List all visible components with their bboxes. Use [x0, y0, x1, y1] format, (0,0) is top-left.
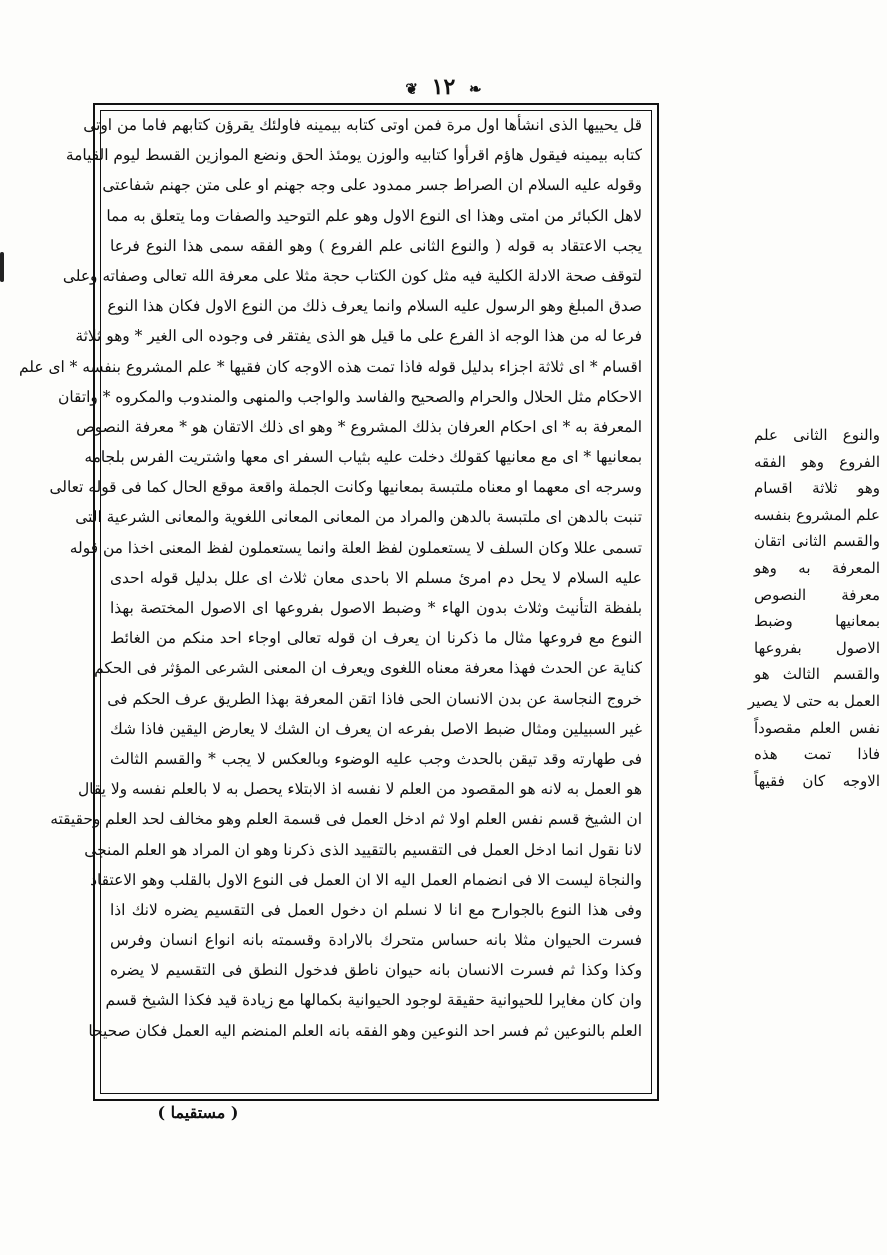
- margin-note-line: وهو ثلاثة اقسام: [754, 479, 880, 498]
- margin-note-line: والقسم الثالث هو: [754, 665, 880, 684]
- text-line: خروج النجاسة عن بدن الانسان الحى فاذا اتقن المعرفة بهذا الطريق عرف الحكم فى: [107, 689, 642, 708]
- ornament-icon: ❧: [468, 80, 482, 98]
- text-line: لانا نقول انما ادخل العمل فى التقسيم بالتقييد الذى ذكرنا وهو ان المراد هو العلم المنجى: [84, 840, 642, 859]
- margin-note-line: الاوجه كان فقيهاً: [754, 771, 880, 790]
- margin-note-line: والقسم الثانى اتقان: [754, 532, 880, 551]
- text-line: قل يحييها الذى انشأها اول مرة فمن اوتى كتابه بيمينه فاولئك يقرؤن كتابهم فاما من اوتى: [83, 116, 642, 134]
- text-line: اقسام * اى ثلاثة اجزاء بدليل قوله فاذا تمت هذه الاوجه كان فقيها * علم المشروع بنفسه * اى علم: [19, 357, 642, 376]
- margin-note-line: معرفة النصوص: [754, 585, 880, 604]
- text-line: كتابه بيمينه فيقول هاؤم اقرأوا كتابيه والوزن يومئذ الحق ونضع الموازين القسط ليوم القيامة: [65, 146, 642, 165]
- text-line: وفى هذا النوع بالجوارح مع انا لا نسلم ان دخول العمل فى التقسيم يضره لانك اذا: [110, 900, 642, 919]
- text-line: والنجاة ليست الا فى انضمام العمل اليه الا ان العمل فى النوع الاول بالقلب وهو الاعتقاد: [90, 870, 642, 889]
- page-number: ١٢: [431, 74, 456, 100]
- margin-note-line: فاذا تمت هذه: [754, 745, 880, 764]
- main-text-block: [19, 110, 642, 1094]
- text-line: بلفظة التأنيث وثلاث بدون الهاء * وضبط الاصول بفروعها اى الاصول المختصة بهذا: [110, 599, 642, 617]
- text-line: يجب الاعتقاد به قوله ( والنوع الثانى علم الفروع ) وهو الفقه سمى هذا النوع فرعا: [110, 236, 642, 255]
- ornament-icon: ❦: [405, 80, 418, 98]
- margin-note-line: علم المشروع بنفسه: [753, 505, 880, 524]
- text-line: هو العمل به لانه هو المقصود من العلم لا نفسه اذ الابتلاء يحصل به لا بالعلم نفسه ولا يقال: [78, 780, 642, 799]
- text-line: النوع مع فروعها مثال ما ذكرنا ان يعرف ان قوله تعالى اوجاء احد منكم من الغائط: [110, 629, 642, 648]
- text-line: تنبت بالدهن اى ملتبسة بالدهن والمراد من المعانى المعانى اللغوية والمعانى الشرعية التى: [75, 508, 642, 527]
- text-line: وقوله عليه السلام ان الصراط جسر ممدود على وجه جهنم او على متن جهنم شفاعتى: [102, 176, 642, 195]
- text-line: تسمى عللا وكان السلف لا يستعملون لفظ العلة وانما يستعملون لفظ المعنى اخذا من قوله: [69, 538, 642, 557]
- text-line: عليه السلام لا يحل دم امرئ مسلم الا باحدى معان ثلاث اى علل بدليل قوله احدى: [110, 568, 642, 587]
- text-line: وسرجه اى معهما او معناه ملتبسة بمعانيها وكانت الجملة واقعة موقع الحال كما فى قوله تعالى: [49, 478, 642, 497]
- text-line: وان كان مغايرا للحيوانية حقيقة لوجود الحيوانية بكمالها مع زيادة قيد فكذا الشيخ قسم: [105, 991, 642, 1010]
- margin-note-line: نفس العلم مقصوداً: [754, 718, 880, 737]
- text-line: الاحكام مثل الحلال والحرام والصحيح والفاسد والواجب والمنهى والمندوب والمكروه * واتقان: [58, 387, 642, 406]
- binding-edge-mark: [0, 252, 4, 282]
- margin-note-line: الفروع وهو الفقه: [754, 452, 880, 471]
- margin-note-line: بمعانيها وضبط: [754, 612, 880, 631]
- text-line: وكذا وكذا ثم فسرت الانسان بانه حيوان ناطق فدخول النطق فى التقسيم لا يضره: [110, 961, 642, 980]
- margin-note-line: الاصول بفروعها: [754, 638, 880, 657]
- text-line: لتوقف صحة الادلة الكلية فيه مثل كون الكتاب حجة مثلا على معرفة الله تعالى وصفاته وعلى: [62, 266, 642, 285]
- text-line: كناية عن الحدث فهذا معرفة معناه اللغوى ويعرف ان المعنى الشرعى المؤثر فى الحكم: [94, 659, 642, 678]
- page-number-header: [0, 74, 887, 100]
- text-line: ان الشيخ قسم نفس العلم اولا ثم ادخل العمل فى قسمة العلم وهو مخالف لحد العلم وحقيقته: [50, 810, 642, 829]
- text-line: غير السبيلين ومثال ضبط الاصل بفرعه ان يعرف ان الشك لا يعارض اليقين فاذا شك: [110, 719, 642, 738]
- catchword: ( مستقيما ): [157, 1103, 239, 1122]
- text-line: بمعانيها * اى مع معانيها كقولك دخلت عليه بثياب السفر اى معها واشتريت الفرس بلجامه: [84, 448, 642, 467]
- text-line: فى طهارته وقد تيقن بالحدث وجب عليه الوضوء وبالعكس لا يجب * والقسم الثالث: [110, 749, 642, 768]
- text-line: المعرفة به * اى احكام العرفان بذلك المشروع * وهو اى ذلك الاتقان هو * معرفة النصوص: [76, 417, 642, 436]
- margin-note-block: [747, 422, 880, 794]
- margin-note-line: العمل به حتى لا يصير: [747, 691, 880, 710]
- text-line: صدق المبلغ وهو الرسول عليه السلام وانما يعرف ذلك من النوع الاول فكان هذا النوع: [107, 297, 642, 316]
- margin-note-line: والنوع الثانى علم: [754, 426, 880, 444]
- text-line: فرعا له من هذا الوجه اذ الفرع على ما قيل هو الذى يفتقر فى وجوده الى الغير * وهو ثلاثة: [75, 327, 642, 346]
- text-line: فسرت الحيوان مثلا بانه حساس متحرك بالارادة وقسمته بانه انواع انسان وفرس: [110, 931, 642, 950]
- text-line: لاهل الكبائر من امتى وهذا اى النوع الاول وهو علم التوحيد والصفات وما يتعلق به مما: [106, 206, 642, 225]
- margin-note-line: المعرفة به وهو: [754, 558, 880, 577]
- text-line: العلم بالنوعين ثم فسر احد النوعين وهو الفقه بانه العلم المنضم اليه العمل فكان صحيحا: [88, 1021, 642, 1040]
